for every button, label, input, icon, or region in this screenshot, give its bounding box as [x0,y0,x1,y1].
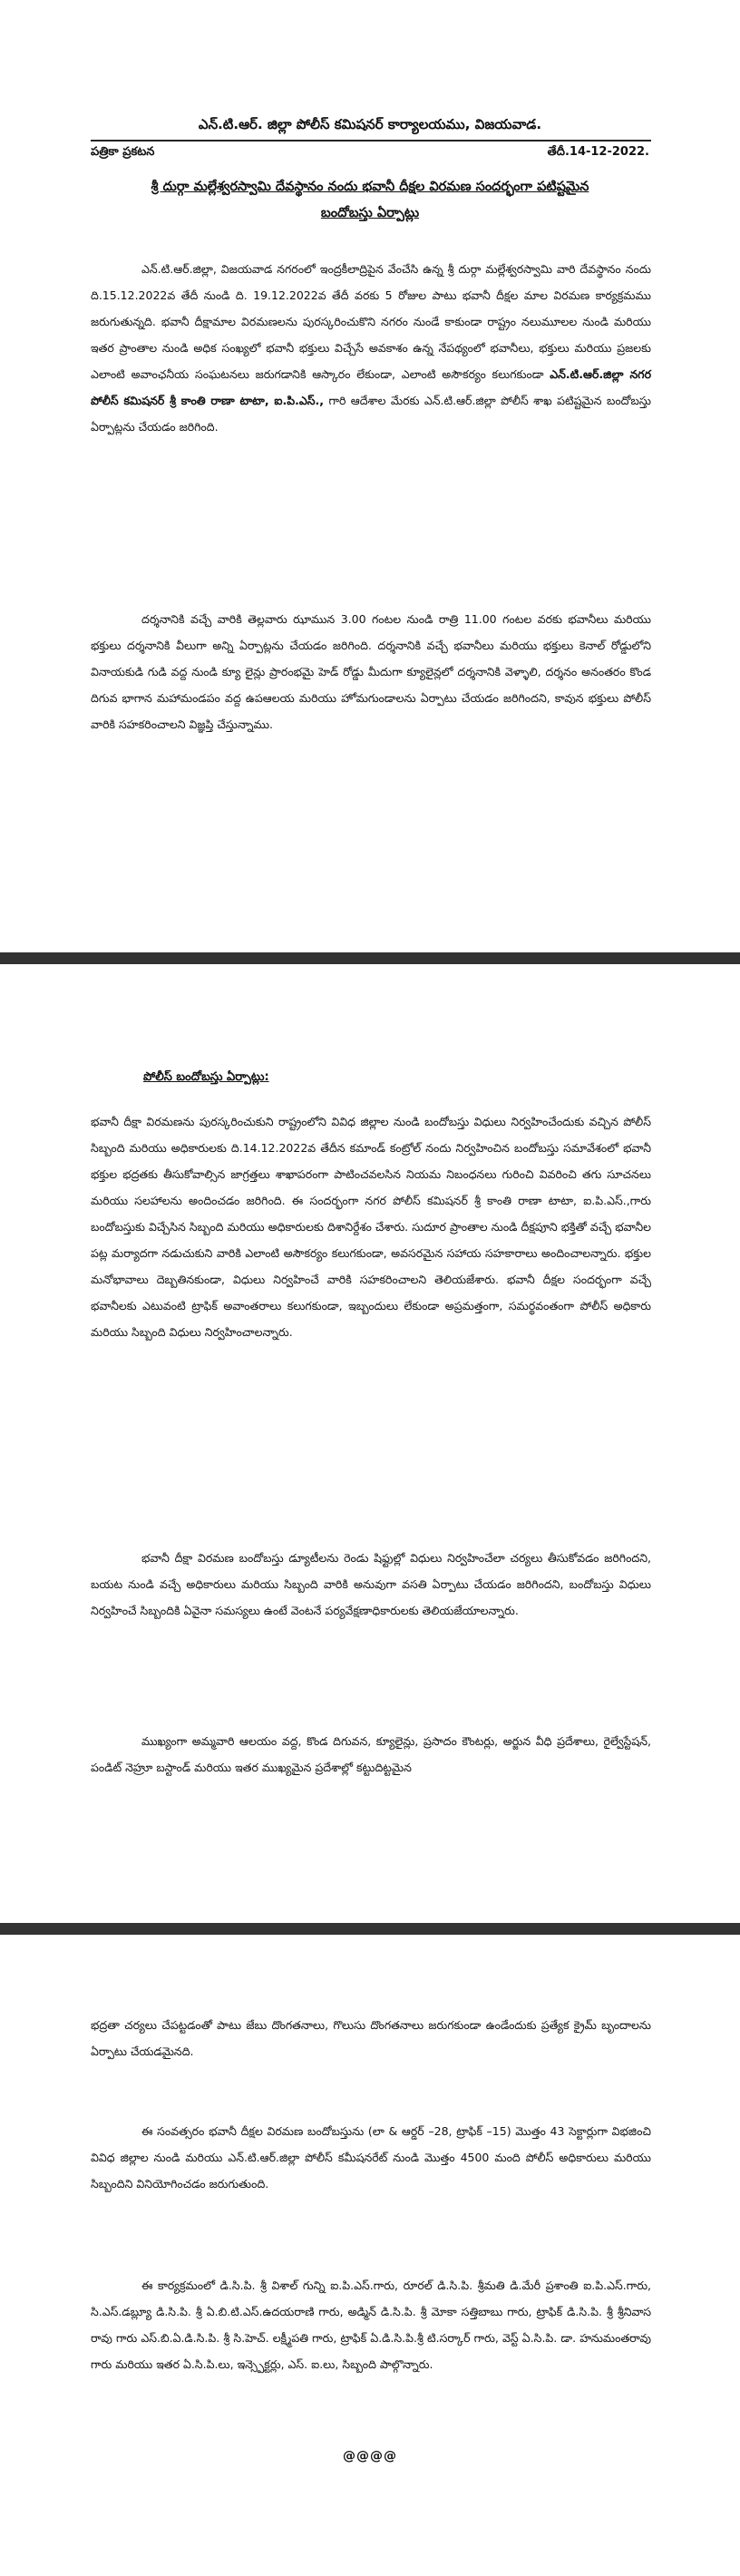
page-separator-2 [0,1923,740,1935]
subject-line-2: బందోబస్తు ఏర్పాట్లు [320,206,420,220]
paragraph-1-text-a: ఎన్.టి.ఆర్.జిల్లా, విజయవాడ నగరంలో ఇంద్రకీలాద్రిపైన వేంచేసి ఉన్న శ్రీ దుర్గా మల్లేశ్వరస్వామి వారి దేవస్థానం నందు ది.15.12.2022వ తేదీ నుండి ది. 19.12.2022వ తేదీ వరకు 5 రోజుల పాటు భవానీ దీక్షల మాల విరమణ కార్యక్రమము జరుగుతున్నది. భవానీ దీక్షామాల విరమణలను పురస్కరించుకొని నగరం నుండే కాకుండా రాష్ట్రం నలుమూలల నుండి మరియు ఇతర ప్రాంతాల నుండి అధిక సంఖ్యలో భవానీ భక్తులు విచ్చేసే అవకాశం ఉన్న నేపథ్యంలో భవానీలు, భక్తులు మరియు ప్రజలకు ఎలాంటి అవాంఛనీయ సంఘటనలు జరుగడానికి ఆస్కారం లేకుండా, ఎలాంటి అసౌకర్యం కలుగకుండా [91,262,651,381]
paragraph-6: భద్రతా చర్యలు చేపట్టడంతో పాటు జేబు దొంగతనాలు, గొలుసు దొంగతనాలు జరుగకుండా ఉండేందుకు ప్రత్యేక క్రైమ్ బృందాలను ఏర్పాటు చేయడమైనది. [91,2018,651,2058]
paragraph-5: ముఖ్యంగా అమ్మవారి ఆలయం వద్ద, కొండ దిగువన, క్యూలైన్లు, ప్రసాదం కౌంటర్లు, అర్జున వీధి ప్రదేశాలు, రైల్వేస్టేషన్, పండిట్ నెహ్రూ బస్టాండ్ మరియు ఇతర ముఖ్యమైన ప్రదేశాల్లో కట్టుదిట్టమైన [91,1734,651,1774]
paragraph-1-text-b: గారి ఆదేశాల మేరకు ఎన్.టి.ఆర్.జిల్లా పోలీస్ శాఖ పటిష్టమైన బందోబస్తు ఏర్పాట్లను చేయడం జరిగింది. [91,394,652,434]
paragraph-7: ఈ సంవత్సరం భవానీ దీక్షల విరమణ బందోబస్తును (లా & ఆర్డర్ –28, ట్రాఫిక్ –15) మొత్తం 43 సెక్టార్లుగా విభజించి వివిధ జిల్లాల నుండి మరియు ఎన్.టి.ఆర్.జిల్లా పోలీస్ కమీషనరేట్ నుండి మొత్తం 4500 మంది పోలీస్ అధికారులు మరియు సిబ్బందిని వినియోగించడం జరుగుతుంది. [91,2124,651,2191]
paragraph-3: భవానీ దీక్షా విరమణను పురస్కరించుకుని రాష్ట్రంలోని వివిధ జిల్లాల నుండి బందోబస్తు విధులు నిర్వహించేందుకు వచ్చిన పోలీస్ సిబ్బంది మరియు అధికారులకు ది.14.12.2022వ తేదీన కమాండ్ కంట్రోల్ నందు నిర్వహించిన బందోబస్తు సమావేశంలో భవానీ భక్తుల భద్రతకు తీసుకోవాల్సిన జాగ్రత్తలు శాఖాపరంగా పాటించవలసిన నియమ నిబంధనలు గురించి వివరించి తగు సూచనలు మరియు సలహాలను అందించడం జరిగింది. ఈ సందర్భంగా నగర పోలీస్ కమిషనర్ శ్రీ కాంతి రాణా టాటా, ఐ.పి.ఎస్.,గారు బందోబస్తుకు విచ్చేసిన సిబ్బంది మరియు అధికారులకు దిశానిర్దేశం చేశారు. సుదూర ప్రాంతాల నుండి దీక్షపూని భక్తితో వచ్చే భవానీల పట్ల మర్యాదగా నడుచుకుని వారికి ఎలాంటి అసౌకర్యం కలుగకుండా, అవసరమైన సహాయ సహకారాలు అందించాలన్నారు. భక్తుల మనోభావాలు దెబ్బతినకుండా, విధులు నిర్వహించే వారికి సహకరించాలని తెలియజేశారు. భవానీ దీక్షల సందర్భంగా వచ్చే భవానీలకు ఎటువంటి ట్రాఫిక్ అవాంతరాలు కలుగకుండా, ఇబ్బందులు లేకుండా అప్రమత్తంగా, సమర్థవంతంగా పోలీస్ అధికారు మరియు సిబ్బంది విధులు నిర్వహించాలన్నారు. [91,1115,652,1339]
paragraph-4: భవానీ దీక్షా విరమణ బందోబస్తు డ్యూటీలను రెండు షిఫ్టుల్లో విధులు నిర్వహించేలా చర్యలు తీసుకోవడం జరిగిందని, బయట నుండి వచ్చే అధికారులు మరియు సిబ్బంది వారికి అనువుగా వసతి ఏర్పాటు చేయడం జరిగిందని, బందోబస్తు విధులు నిర్వహించే సిబ్బందికి ఏవైనా సమస్యలు ఉంటే వెంటనే పర్యవేక్షణాధికారులకు తెలియజేయాలన్నారు. [91,1551,651,1617]
release-date: తేదీ.14-12-2022. [547,145,649,159]
signoff-mark: @@@@ [343,2449,397,2464]
page-separator-1 [0,952,740,964]
office-title: ఎన్.టి.ఆర్. జిల్లా పోలీస్ కమిషనర్ కార్యాలయము, విజయవాడ. [198,116,542,132]
paragraph-8: ఈ కార్యక్రమంలో డి.సి.పి. శ్రీ విశాల్ గున్ని ఐ.పి.ఎస్.గారు, రూరల్ డి.సి.పి. శ్రీమతి డి.మేరీ ప్రశాంతి ఐ.పి.ఎస్.గారు, సి.ఎస్.డబ్ల్యూ డి.సి.పి. శ్రీ ఏ.బి.టి.ఎస్.ఉదయరాణి గారు, అడ్మిన్ డి.సి.పి. శ్రీ మోకా సత్తిబాబు గారు, ట్రాఫిక్ డి.సి.పి. శ్రీ శ్రీనివాస రావు గారు ఎస్.బి.ఏ.డి.సి.పి. శ్రీ సి.హెచ్. లక్ష్మీపతి గారు, ట్రాఫిక్ ఏ.డి.సి.పి.శ్రీ టి.సర్కార్ గారు, వెస్ట్ ఏ.సి.పి. డా. హనుమంతరావు గారు మరియు ఇతర ఏ.సి.పి.లు, ఇన్స్పెక్టర్లు, ఎస్. ఐ.లు, సిబ్బంది పాల్గొన్నారు. [91,2278,651,2371]
press-release-label: పత్రికా ప్రకటన [91,145,155,159]
paragraph-2: దర్శనానికి వచ్చే వారికి తెల్లవారు ఝామున 3.00 గంటల నుండి రాత్రి 11.00 గంటల వరకు భవానీలు మరియు భక్తులు దర్శనానికి వీలుగా అన్ని ఏర్పాట్లను చేయడం జరిగింది. దర్శనానికి వచ్చే భవానీలు మరియు భక్తులు కెనాల్ రోడ్డులోని వినాయకుడి గుడి వద్ద నుండి క్యూ లైన్లు ప్రారంభమై హెడ్ రోడ్డు మీదుగా క్యూలైన్లలో దర్శనానికి వెళ్ళాలి, దర్శనం అనంతరం కొండ దిగువ భాగాన మహామండపం వద్ద ఉపఆలయ మరియు హోమగుండాలను ఏర్పాటు చేయడం జరిగిందని, కావున భక్తులు పోలీస్ వారికి సహకరించాలని విజ్ఞప్తి చేస్తున్నాము. [91,612,651,731]
header-rule [91,140,651,141]
paragraph-1 [91,256,651,440]
subject-heading [87,174,653,227]
paragraph-1-bold: ఎన్.టి.ఆర్.జిల్లా నగర పోలీస్ కమిషనర్ శ్రీ కాంతి రాణా టాటా, ఐ.పి.ఎస్., [91,367,651,407]
subject-line-1: శ్రీ దుర్గా మల్లేశ్వరస్వామి దేవస్థానం నందు భవానీ దీక్షల విరమణ సందర్భంగా పటిష్టమైన [151,180,589,194]
document-page-1 [0,0,740,952]
section-heading: పోలీస్ బందోబస్తు ఏర్పాట్లు: [143,1070,269,1084]
